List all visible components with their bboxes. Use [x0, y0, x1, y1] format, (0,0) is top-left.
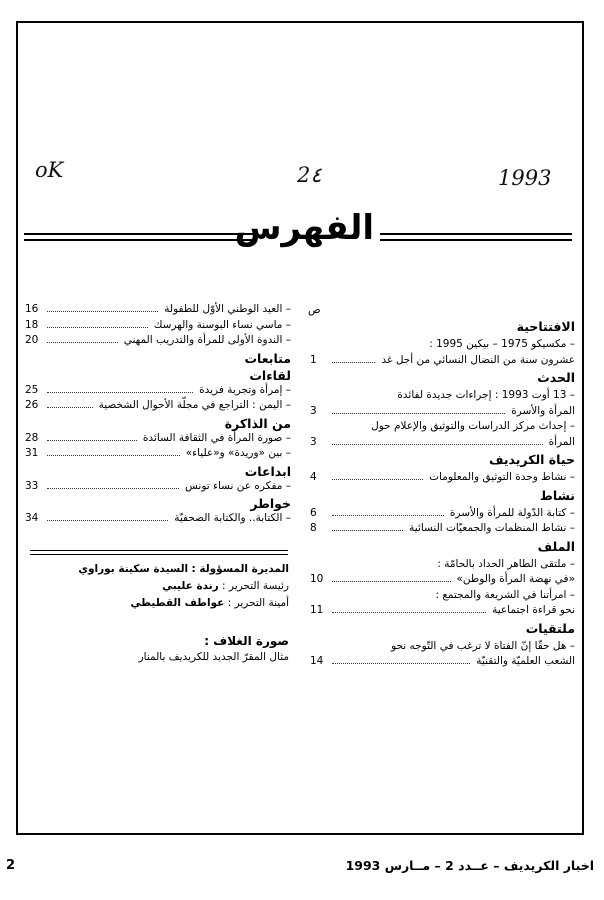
toc-entry — [25, 303, 291, 317]
toc-entry — [25, 334, 291, 348]
toc-entry-title: – الكتابة.. والكتابة الصحفيّة — [174, 512, 291, 524]
toc-entry-page: 6 — [310, 506, 317, 519]
leader-dots — [332, 581, 451, 582]
toc-entry-page: 33 — [25, 479, 39, 492]
section-heading: الحدث — [537, 370, 575, 385]
toc-left-column — [25, 303, 291, 543]
toc-entry-title: – الندوة الأولى للمرأة والتدريب المهني — [123, 334, 291, 346]
section-heading: خواطر — [250, 496, 291, 511]
section-heading: الافتتاحية — [516, 319, 575, 334]
toc-entry-title: – إحداث مركز الدراسات والتوثيق والإعلام حول — [371, 420, 575, 432]
toc-entry-page: 3 — [310, 404, 317, 417]
leader-dots — [332, 413, 505, 414]
title-banner — [24, 208, 572, 260]
toc-entry — [310, 589, 575, 603]
toc-entry-title: – امرأتنا في الشريعة والمجتمع : — [435, 588, 575, 601]
toc-entry-page: 28 — [25, 431, 39, 444]
toc-right-column — [310, 318, 575, 698]
leader-dots — [332, 362, 375, 363]
toc-entry — [310, 420, 575, 434]
section-heading: حياة الكريديف — [488, 452, 575, 467]
toc-entry-title: – إمرأة وتجربة فريدة — [199, 383, 291, 396]
page-number: 2 — [6, 858, 16, 873]
leader-dots — [332, 515, 444, 516]
leader-dots — [47, 311, 158, 312]
toc-entry-page: 31 — [25, 447, 39, 459]
cover-text: مثال المقرّ الجديد للكريديف بالمنار — [138, 651, 289, 663]
toc-entry — [310, 655, 575, 669]
toc-entry-title: – نشاط وحدة التوثيق والمعلومات — [429, 471, 575, 483]
toc-entry-page: 34 — [25, 512, 39, 524]
leader-dots — [332, 612, 486, 613]
leader-dots — [47, 455, 180, 456]
toc-entry — [25, 512, 291, 526]
toc-entry — [25, 447, 291, 461]
toc-entry-title: – مفكره عن نساء تونس — [185, 479, 291, 492]
toc-entry-title: – العيد الوطني الأوّل للطفولة — [164, 303, 291, 315]
toc-entry-title: – مكسيكو 1975 – بيكين 1995 : — [429, 338, 575, 350]
leader-dots — [332, 479, 423, 480]
toc-entry — [310, 522, 575, 536]
section-heading: متابعات — [244, 350, 291, 366]
toc-entry-title: – بين «وريدة» و«علياء» — [185, 447, 291, 459]
publication-footer: اخبار الكريديف – عــدد 2 – مــارس 1993 — [345, 858, 594, 873]
toc-entry-title: المرأة والأسرة — [511, 404, 575, 417]
toc-entry-page: 16 — [25, 303, 39, 315]
toc-entry — [25, 480, 291, 494]
toc-entry-page: 26 — [25, 399, 39, 411]
toc-entry — [310, 338, 575, 352]
masthead-divider-top — [30, 550, 288, 551]
handwritten-note-left: oK — [35, 158, 64, 182]
toc-entry-page: 14 — [310, 655, 324, 667]
leader-dots — [47, 488, 179, 489]
toc-entry-title: – ملتقى الطاهر الحداد بالحامّة : — [437, 557, 575, 570]
leader-dots — [47, 440, 137, 441]
toc-entry-page: 25 — [25, 383, 39, 396]
leader-dots — [47, 392, 193, 393]
toc-entry — [310, 436, 575, 450]
toc-entry-title: عشرون سنة من النضال النسائي من أجل غد — [381, 353, 575, 366]
toc-entry-title: – كتابة الدّولة للمرأة والأسرة — [449, 506, 575, 519]
toc-entry — [310, 354, 575, 368]
toc-entry-title: – اليمن : التراجع في مجلّة الأحوال الشخصية — [98, 399, 291, 411]
toc-entry-title: الشعب العلميّة والتقنيّة — [476, 655, 575, 667]
section-heading: من الذاكرة — [224, 415, 291, 431]
toc-entry-page: 1 — [310, 353, 317, 366]
cover-label: صورة الغلاف : — [204, 634, 289, 648]
toc-entry-page: 11 — [310, 604, 324, 616]
leader-dots — [47, 327, 148, 328]
toc-entry-title: «في نهضة المرأة والوطن» — [456, 573, 575, 585]
toc-entry — [310, 471, 575, 485]
toc-entry — [310, 573, 575, 587]
toc-entry — [310, 604, 575, 618]
toc-entry-title: – ماسي نساء البوسنة والهرسك — [153, 318, 291, 331]
toc-entry-page: 20 — [25, 334, 39, 346]
page-title: الفهرس — [234, 208, 374, 248]
section-heading: الملف — [537, 538, 575, 554]
leader-dots — [47, 520, 168, 521]
section-heading: لقاءات — [249, 367, 291, 383]
toc-entry — [25, 384, 291, 398]
toc-entry-title: المرأة — [548, 435, 575, 448]
toc-entry — [310, 389, 575, 403]
toc-entry-title: – صورة المرأة في الثقافة السائدة — [142, 431, 291, 444]
toc-entry-page: 3 — [310, 435, 317, 448]
toc-entry-title: – 13 أوت 1993 : إجراءات جديدة لفائدة — [397, 389, 575, 401]
toc-entry-page: 4 — [310, 471, 317, 483]
toc-entry — [25, 432, 291, 446]
masthead-secretary: أمينة التحرير : عواطف القطيطي — [130, 597, 289, 609]
masthead-editor: رئيسة التحرير : رندة عليبي — [162, 580, 289, 592]
toc-entry-page: 10 — [310, 573, 324, 585]
toc-entry — [310, 640, 575, 654]
toc-entry — [25, 319, 291, 333]
toc-entry-title: – نشاط المنظمات والجمعيّات النسائية — [409, 522, 575, 534]
toc-entry-title: نحو قراءة اجتماعية — [492, 604, 575, 616]
toc-entry-title: – هل حقّا إنّ الفتاة لا ترغب في التّوجه نحو — [391, 639, 575, 652]
handwritten-note-year: 1993 — [498, 166, 552, 190]
leader-dots — [332, 530, 403, 531]
toc-entry-page: 18 — [25, 318, 39, 331]
section-heading: ابداعات — [244, 463, 291, 479]
leader-dots — [332, 444, 543, 445]
handwritten-note-middle: 2٤ — [297, 163, 322, 187]
toc-entry — [310, 507, 575, 521]
leader-dots — [332, 663, 470, 664]
section-heading: ملتقيات — [525, 620, 575, 636]
masthead-director: المديرة المسؤولة : السيدة سكينة بوراوي — [78, 563, 289, 575]
section-heading: نشاط — [539, 487, 575, 503]
toc-entry — [25, 399, 291, 413]
leader-dots — [47, 407, 93, 408]
toc-entry — [310, 558, 575, 572]
toc-entry — [310, 405, 575, 419]
toc-entry-page: 8 — [310, 522, 317, 534]
leader-dots — [47, 342, 118, 343]
